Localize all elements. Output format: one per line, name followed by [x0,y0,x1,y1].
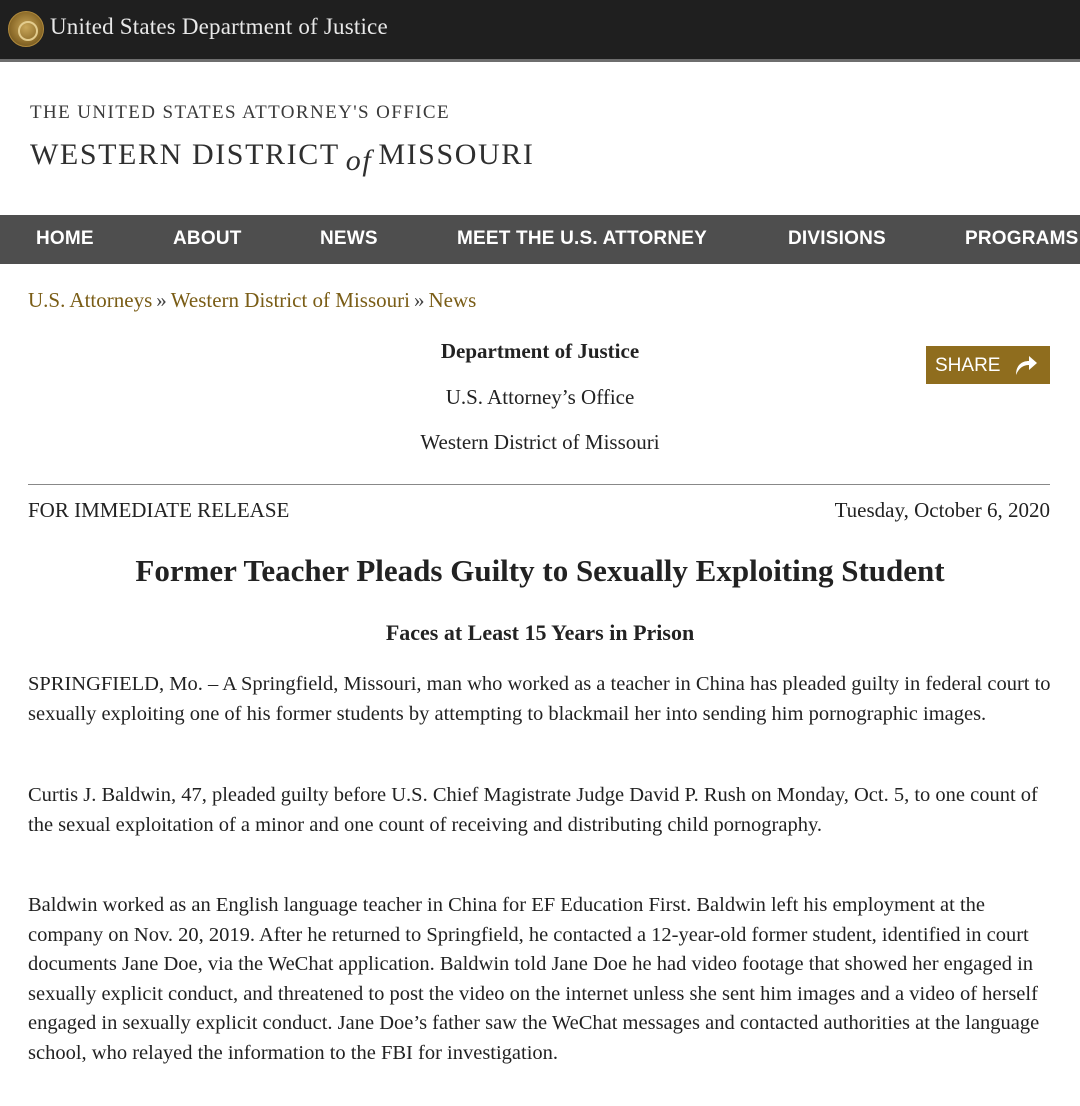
article-paragraph: SPRINGFIELD, Mo. – A Springfield, Missouri, man who worked as a teacher in China has pleaded guilty in federal court to sexually exploiting one of his former students by attempting to blackmail her into sending him pornographic images. [28,673,1051,725]
district-name: Western District of Missouri [420,430,660,454]
breadcrumb-separator: » [413,288,425,312]
release-label: FOR IMMEDIATE RELEASE [28,498,290,522]
article-subhead: Faces at Least 15 Years in Prison [385,620,695,645]
agency-name: Department of Justice [440,339,640,363]
article-paragraph: Baldwin worked as an English language teacher in China for EF Education First. Baldwin left his employment at the company on Nov. 20, 2019. After he returned to Springfield, he contacted a 12-year-old former student, identified in court documents Jane Doe, via the WeChat application. Baldwin told Jane Doe he had video footage that showed her engaged in sexually explicit conduct, and threatened to post the video on the internet unless she sent him images and a video of herself engaged in sexually explicit conduct. Jane Doe’s father saw the WeChat messages and contacted authorities at the language school, who relayed the information to the FBI for investigation. [28,894,1040,1064]
article-paragraph: Curtis J. Baldwin, 47, pleaded guilty before U.S. Chief Magistrate Judge David P. Rush on Monday, Oct. 5, to one count of the sexual exploitation of a minor and one count of receiving and distributing child pornography. [28,784,1038,836]
release-date: Tuesday, October 6, 2020 [834,498,1050,522]
district-title-of: of [345,144,373,177]
district-title-part1: WESTERN DISTRICT [30,138,340,171]
main-nav [0,215,1080,264]
nav-home[interactable]: HOME [36,228,94,249]
nav-about[interactable]: ABOUT [173,228,242,249]
breadcrumb-news[interactable]: News [428,288,477,312]
district-title-part2: MISSOURI [378,138,535,171]
nav-news[interactable]: NEWS [320,228,378,249]
nav-programs[interactable]: PROGRAMS [965,228,1079,249]
doj-seal-icon[interactable] [8,11,44,47]
office-title: THE UNITED STATES ATTORNEY'S OFFICE [30,102,451,123]
share-button[interactable] [926,346,1050,384]
doj-top-bar [0,0,1080,62]
header-divider [28,484,1050,485]
breadcrumb-separator: » [156,288,167,312]
share-label: SHARE [935,355,1001,376]
breadcrumb [28,288,476,313]
nav-meet-attorney[interactable]: MEET THE U.S. ATTORNEY [457,228,708,249]
share-arrow-icon [1013,353,1039,377]
article-headline: Former Teacher Pleads Guilty to Sexually Exploiting Student [135,553,945,588]
office-name: U.S. Attorney’s Office [445,385,635,409]
district-title[interactable] [30,138,535,177]
nav-divisions[interactable]: DIVISIONS [788,228,886,249]
doj-site-title[interactable]: United States Department of Justice [50,14,388,39]
breadcrumb-us-attorneys[interactable]: U.S. Attorneys [28,288,153,312]
breadcrumb-western-district[interactable]: Western District of Missouri [170,288,410,312]
